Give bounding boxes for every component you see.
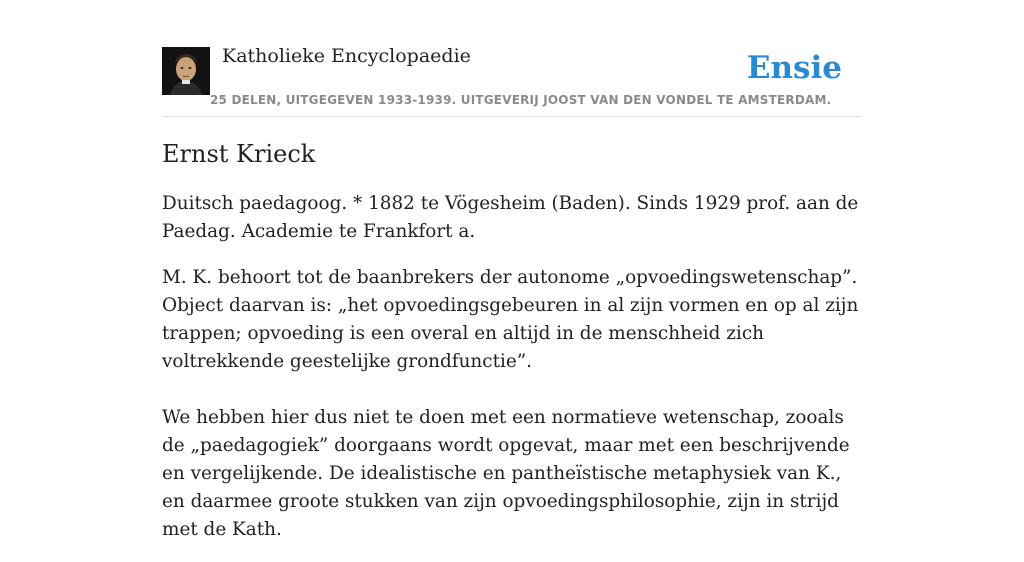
- source-title[interactable]: Katholieke Encyclopaedie: [222, 45, 471, 67]
- article-content: [162, 136, 867, 562]
- ensie-logo-link[interactable]: Ensie: [746, 50, 842, 86]
- article-paragraph: Duitsch paedagoog. * 1882 te Vögesheim (Baden). Sinds 1929 prof. aan de Paedag. Academie te Frankfort a.: [162, 193, 859, 242]
- article-paragraph: We hebben hier dus niet te doen met een normatieve wetenschap, zooals de „paedagogiek” doorgaans wordt opgevat, maar met een beschrijvende en vergelijkende. De idealistische en pantheïstische metaphysiek van K., en daarmee groote stukken van zijn opvoedingsphilosophie, zijn in strijd met de Kath.: [162, 407, 850, 540]
- source-header: [162, 0, 862, 117]
- source-meta: 25 DELEN, UITGEGEVEN 1933-1939. UITGEVERIJ JOOST VAN DEN VONDEL TE AMSTERDAM.: [210, 93, 832, 107]
- article-title: Ernst Krieck: [162, 140, 316, 168]
- source-avatar[interactable]: [162, 47, 210, 95]
- portrait-icon: [162, 47, 210, 95]
- article-paragraph: M. K. behoort tot de baanbrekers der autonome „opvoedingswetenschap”. Object daarvan is: „het opvoedingsgebeuren in al zijn vormen en op al zijn trappen; opvoeding is een overal en altijd in de menschheid zich voltrekkende geestelijke grondfunctie”.: [162, 267, 859, 372]
